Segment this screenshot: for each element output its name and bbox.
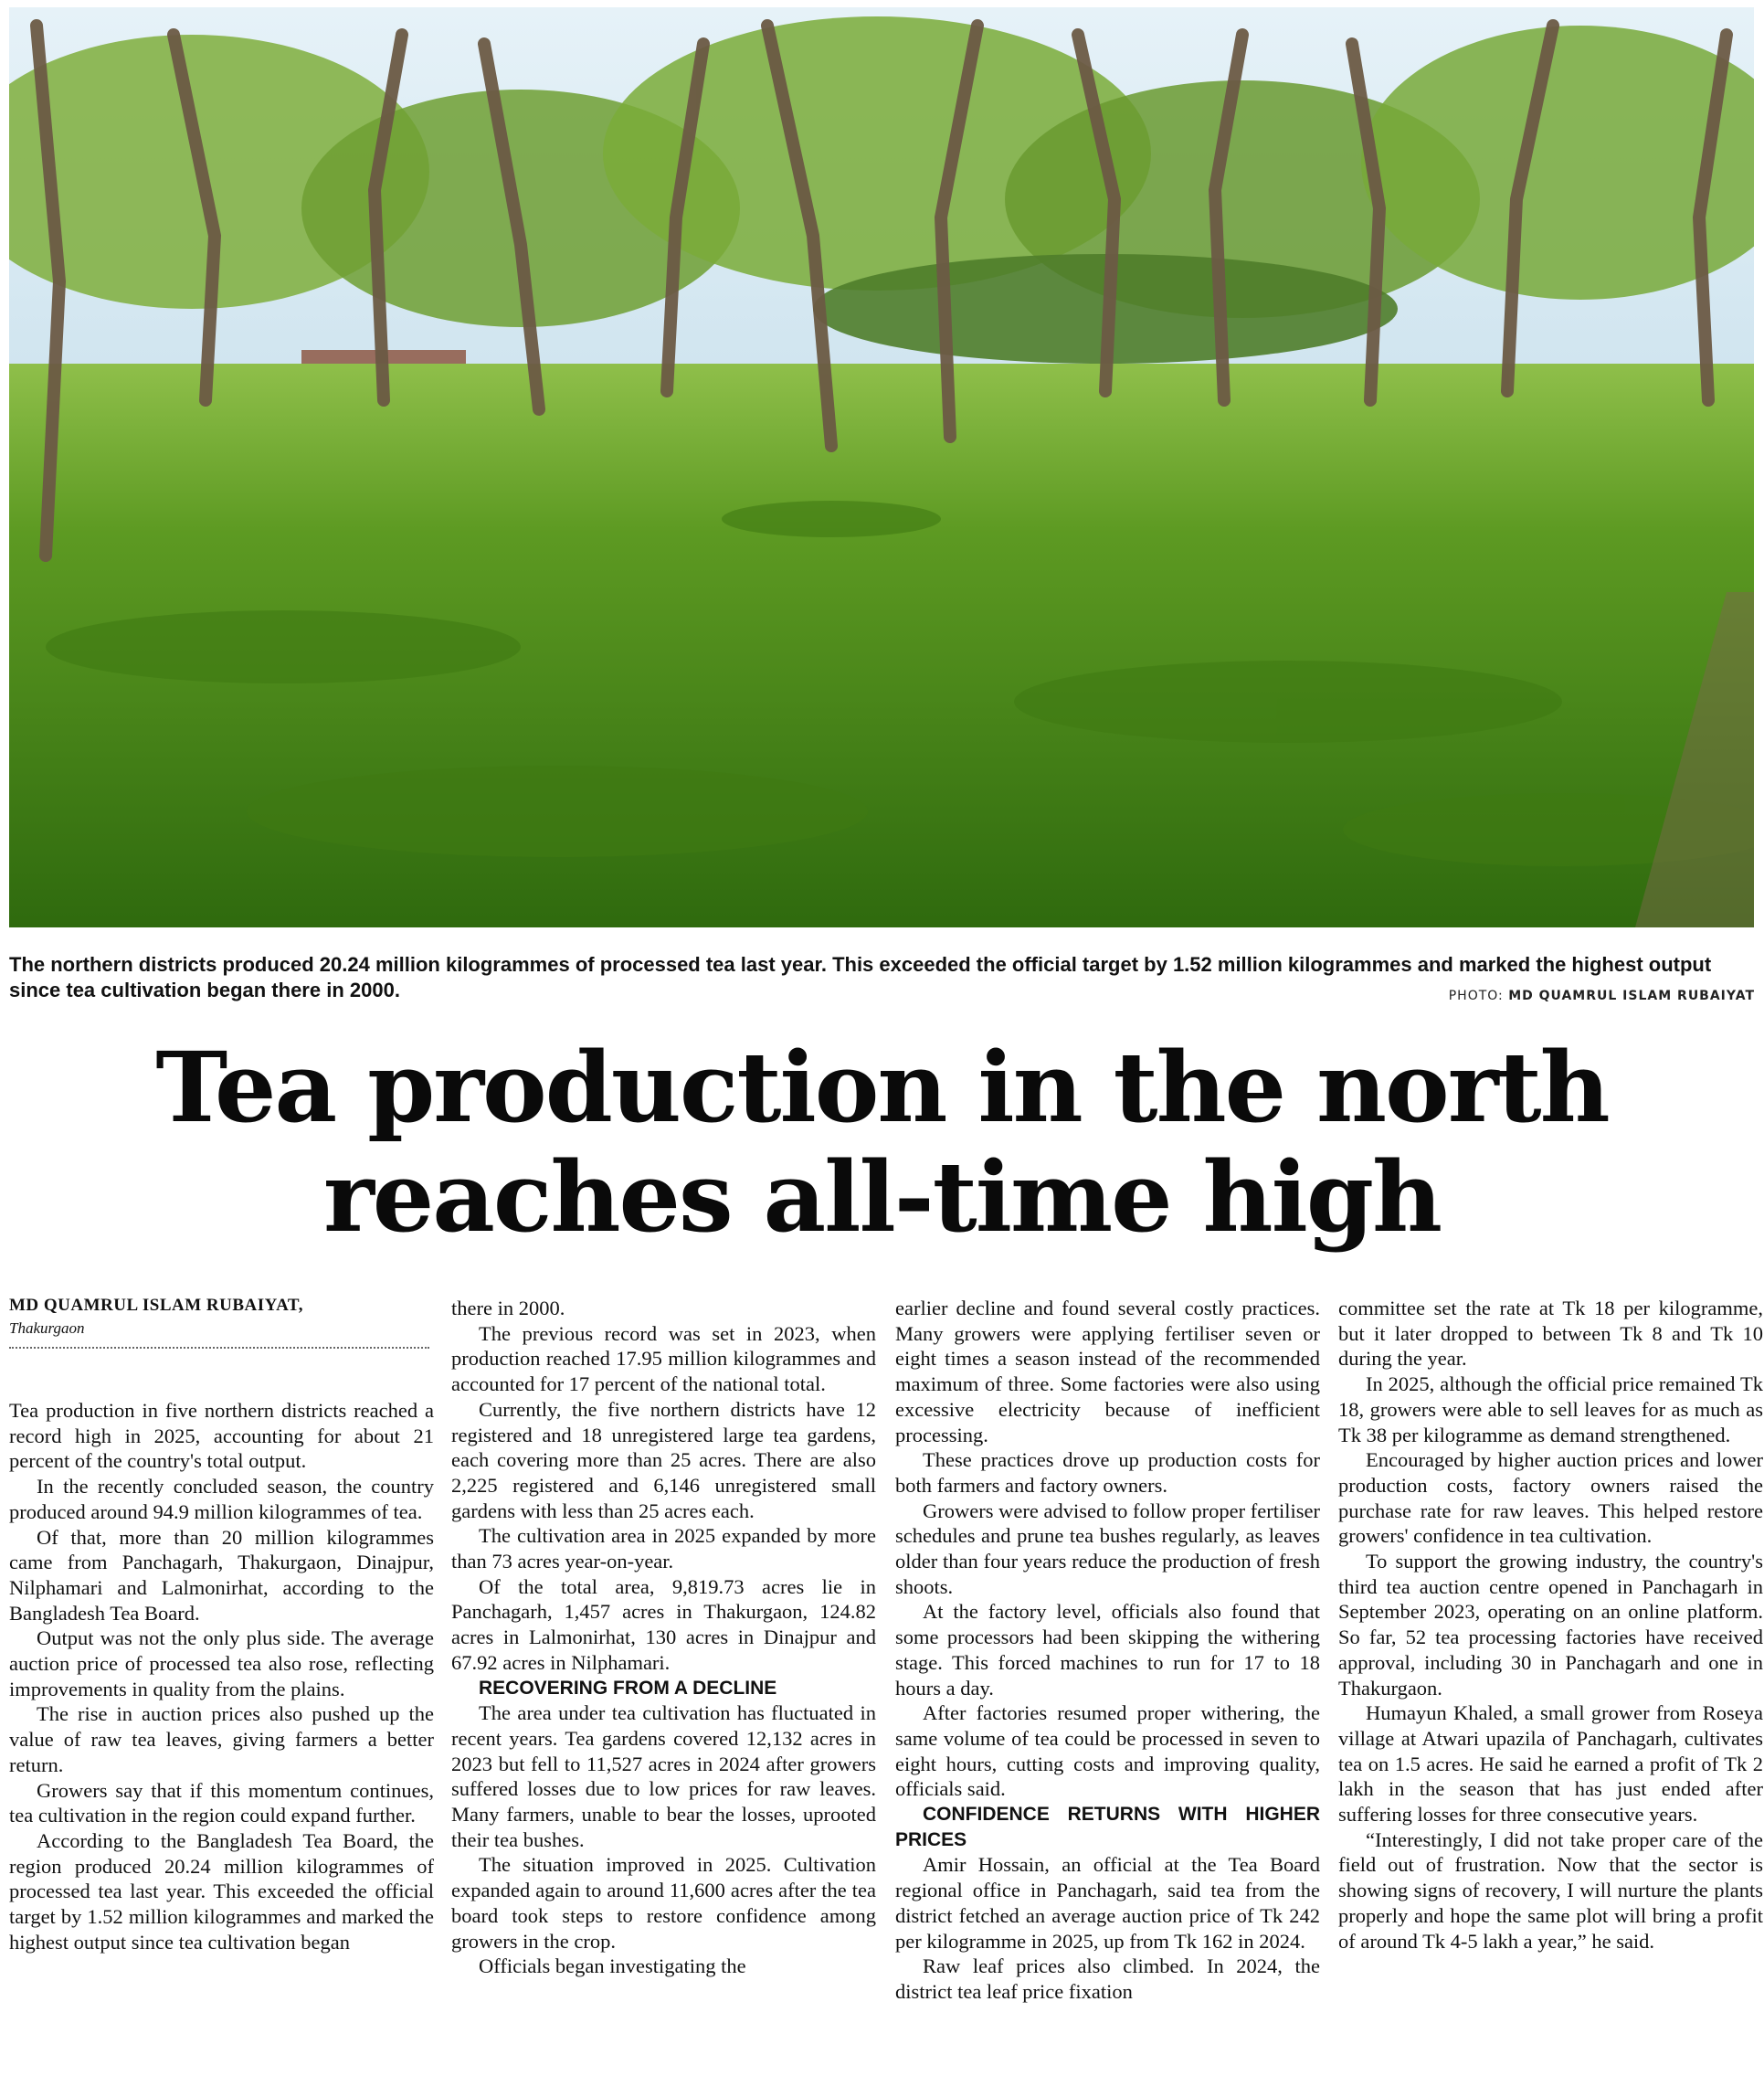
paragraph: committee set the rate at Tk 18 per kilogramme, but it later dropped to between Tk 8 and Tk 10 during the year. xyxy=(1338,1297,1763,1371)
subheading-recovering: RECOVERING FROM A DECLINE xyxy=(479,1677,777,1699)
paragraph: The situation improved in 2025. Cultivation expanded again to around 11,600 acres after the tea board took steps to restore confidence among growers in the crop. xyxy=(451,1853,876,1953)
paragraph: Growers were advised to follow proper fertiliser schedules and prune tea bushes regularly, as leaves older than four years reduce the production of fresh shoots. xyxy=(895,1499,1320,1598)
byline-location: Thakurgaon xyxy=(9,1319,85,1337)
paragraph: At the factory level, officials also found that some processors had been skipping the withering stage. This forced machines to run for 17 to 18 hours a day. xyxy=(895,1600,1320,1700)
paragraph: Output was not the only plus side. The average auction price of processed tea also rose, reflecting improvements in quality from the plains. xyxy=(9,1626,434,1700)
paragraph: Of that, more than 20 million kilogrammes came from Panchagarh, Thakurgaon, Dinajpur, Nilphamari and Lalmonirhat, according to the Bangladesh Tea Board. xyxy=(9,1525,434,1625)
paragraph: Tea production in five northern districts reached a record high in 2025, accounting for about 21 percent of the country's total output. xyxy=(9,1399,434,1473)
paragraph: Growers say that if this momentum continues, tea cultivation in the region could expand further. xyxy=(9,1778,434,1827)
tea-garden-illustration xyxy=(9,7,1754,927)
photo-credit-name: MD QUAMRUL ISLAM RUBAIYAT xyxy=(1508,989,1755,1003)
paragraph: The rise in auction prices also pushed up the value of raw tea leaves, giving farmers a better return. xyxy=(9,1702,434,1776)
paragraph: The cultivation area in 2025 expanded by more than 73 acres year-on-year. xyxy=(451,1524,876,1573)
article-column-4 xyxy=(1338,1296,1763,1954)
paragraph: The area under tea cultivation has fluctuated in recent years. Tea gardens covered 12,132 acres in 2023 but fell to 11,527 acres in 2024 after growers suffered losses due to low prices for raw leaves. Many farmers, unable to bear the losses, uprooted their tea bushes. xyxy=(451,1701,876,1851)
paragraph: “Interestingly, I did not take proper care of the field out of frustration. Now that the sector is showing signs of recovery, I will nurture the plants properly and hope the same plot will bring a profit of around Tk 4-5 lakh a year,” he said. xyxy=(1338,1827,1763,1953)
paragraph: Humayun Khaled, a small grower from Roseya village at Atwari upazila of Panchagarh, cultivates tea on 1.5 acres. He said he earned a profit of Tk 2 lakh in the season that has just ended after suffering losses for three consecutive years. xyxy=(1338,1701,1763,1827)
photo-caption: The northern districts produced 20.24 million kilogrammes of processed tea last year. This exceeded the official target by 1.52 million kilogrammes and marked the highest output since tea cultivation began there in 2000. xyxy=(9,953,1712,1001)
photo-credit-prefix: PHOTO: xyxy=(1448,989,1504,1003)
paragraph: Raw leaf prices also climbed. In 2024, the district tea leaf price fixation xyxy=(895,1954,1320,2003)
paragraph: The previous record was set in 2023, when production reached 17.95 million kilogrammes and accounted for 17 percent of the national total. xyxy=(451,1321,876,1396)
byline-name: MD QUAMRUL ISLAM RUBAIYAT, xyxy=(9,1296,303,1315)
paragraph: According to the Bangladesh Tea Board, the region produced 20.24 million kilogrammes of processed tea last year. This exceeded the official target by 1.52 million kilogrammes and marked the highest output since tea cultivation began xyxy=(9,1828,434,1954)
article-column-1 xyxy=(9,1398,434,1954)
paragraph: Amir Hossain, an official at the Tea Board regional office in Panchagarh, said tea from the district fetched an average auction price of Tk 242 per kilogramme in 2025, up from Tk 162 in 2024. xyxy=(895,1853,1320,1953)
paragraph: there in 2000. xyxy=(451,1297,565,1319)
article-column-2 xyxy=(451,1296,876,1979)
paragraph: Of the total area, 9,819.73 acres lie in Panchagarh, 1,457 acres in Thakurgaon, 124.82 acres in Lalmonirhat, 130 acres in Dinajpur and 67.92 acres in Nilphamari. xyxy=(451,1574,876,1674)
byline xyxy=(9,1296,429,1349)
photo-credit xyxy=(1449,989,1755,1003)
paragraph: Officials began investigating the xyxy=(479,1954,746,1978)
paragraph: In the recently concluded season, the country produced around 94.9 million kilogrammes of tea. xyxy=(9,1475,434,1523)
paragraph: Currently, the five northern districts have 12 registered and 18 unregistered large tea gardens, each covering more than 25 acres. There are also 2,225 registered and 6,146 unregistered small gardens with less than 25 acres each. xyxy=(451,1397,876,1522)
article-column-3 xyxy=(895,1296,1320,2005)
byline-divider xyxy=(9,1347,429,1349)
paragraph: To support the growing industry, the country's third tea auction centre opened in Panchagarh in September 2023, operating on an online platform. So far, 52 tea processing factories have received approval, including 30 in Panchagarh and one in Thakurgaon. xyxy=(1338,1550,1763,1700)
paragraph: Encouraged by higher auction prices and lower production costs, factory owners raised the purchase rate for raw leaves. This helped restore growers' confidence in tea cultivation. xyxy=(1338,1448,1763,1548)
headline-line-1: Tea production in the north xyxy=(155,1030,1609,1144)
paragraph: After factories resumed proper withering, the same volume of tea could be processed in seven to eight hours, cutting costs and improving quality, officials said. xyxy=(895,1701,1320,1801)
paragraph: In 2025, although the official price remained Tk 18, growers were able to sell leaves for as much as Tk 38 per kilogramme as demand strengthened. xyxy=(1338,1372,1763,1446)
headline xyxy=(0,1030,1764,1254)
paragraph: earlier decline and found several costly practices. Many growers were applying fertiliser seven or eight times a season instead of the recommended maximum of three. Some factories were also using excessive electricity because of inefficient processing. xyxy=(895,1297,1320,1446)
subheading-confidence: CONFIDENCE RETURNS WITH HIGHER PRICES xyxy=(895,1804,1320,1850)
headline-line-2: reaches all-time high xyxy=(322,1139,1442,1254)
tea-garden-photo xyxy=(9,7,1754,927)
paragraph: These practices drove up production costs for both farmers and factory owners. xyxy=(895,1448,1320,1497)
